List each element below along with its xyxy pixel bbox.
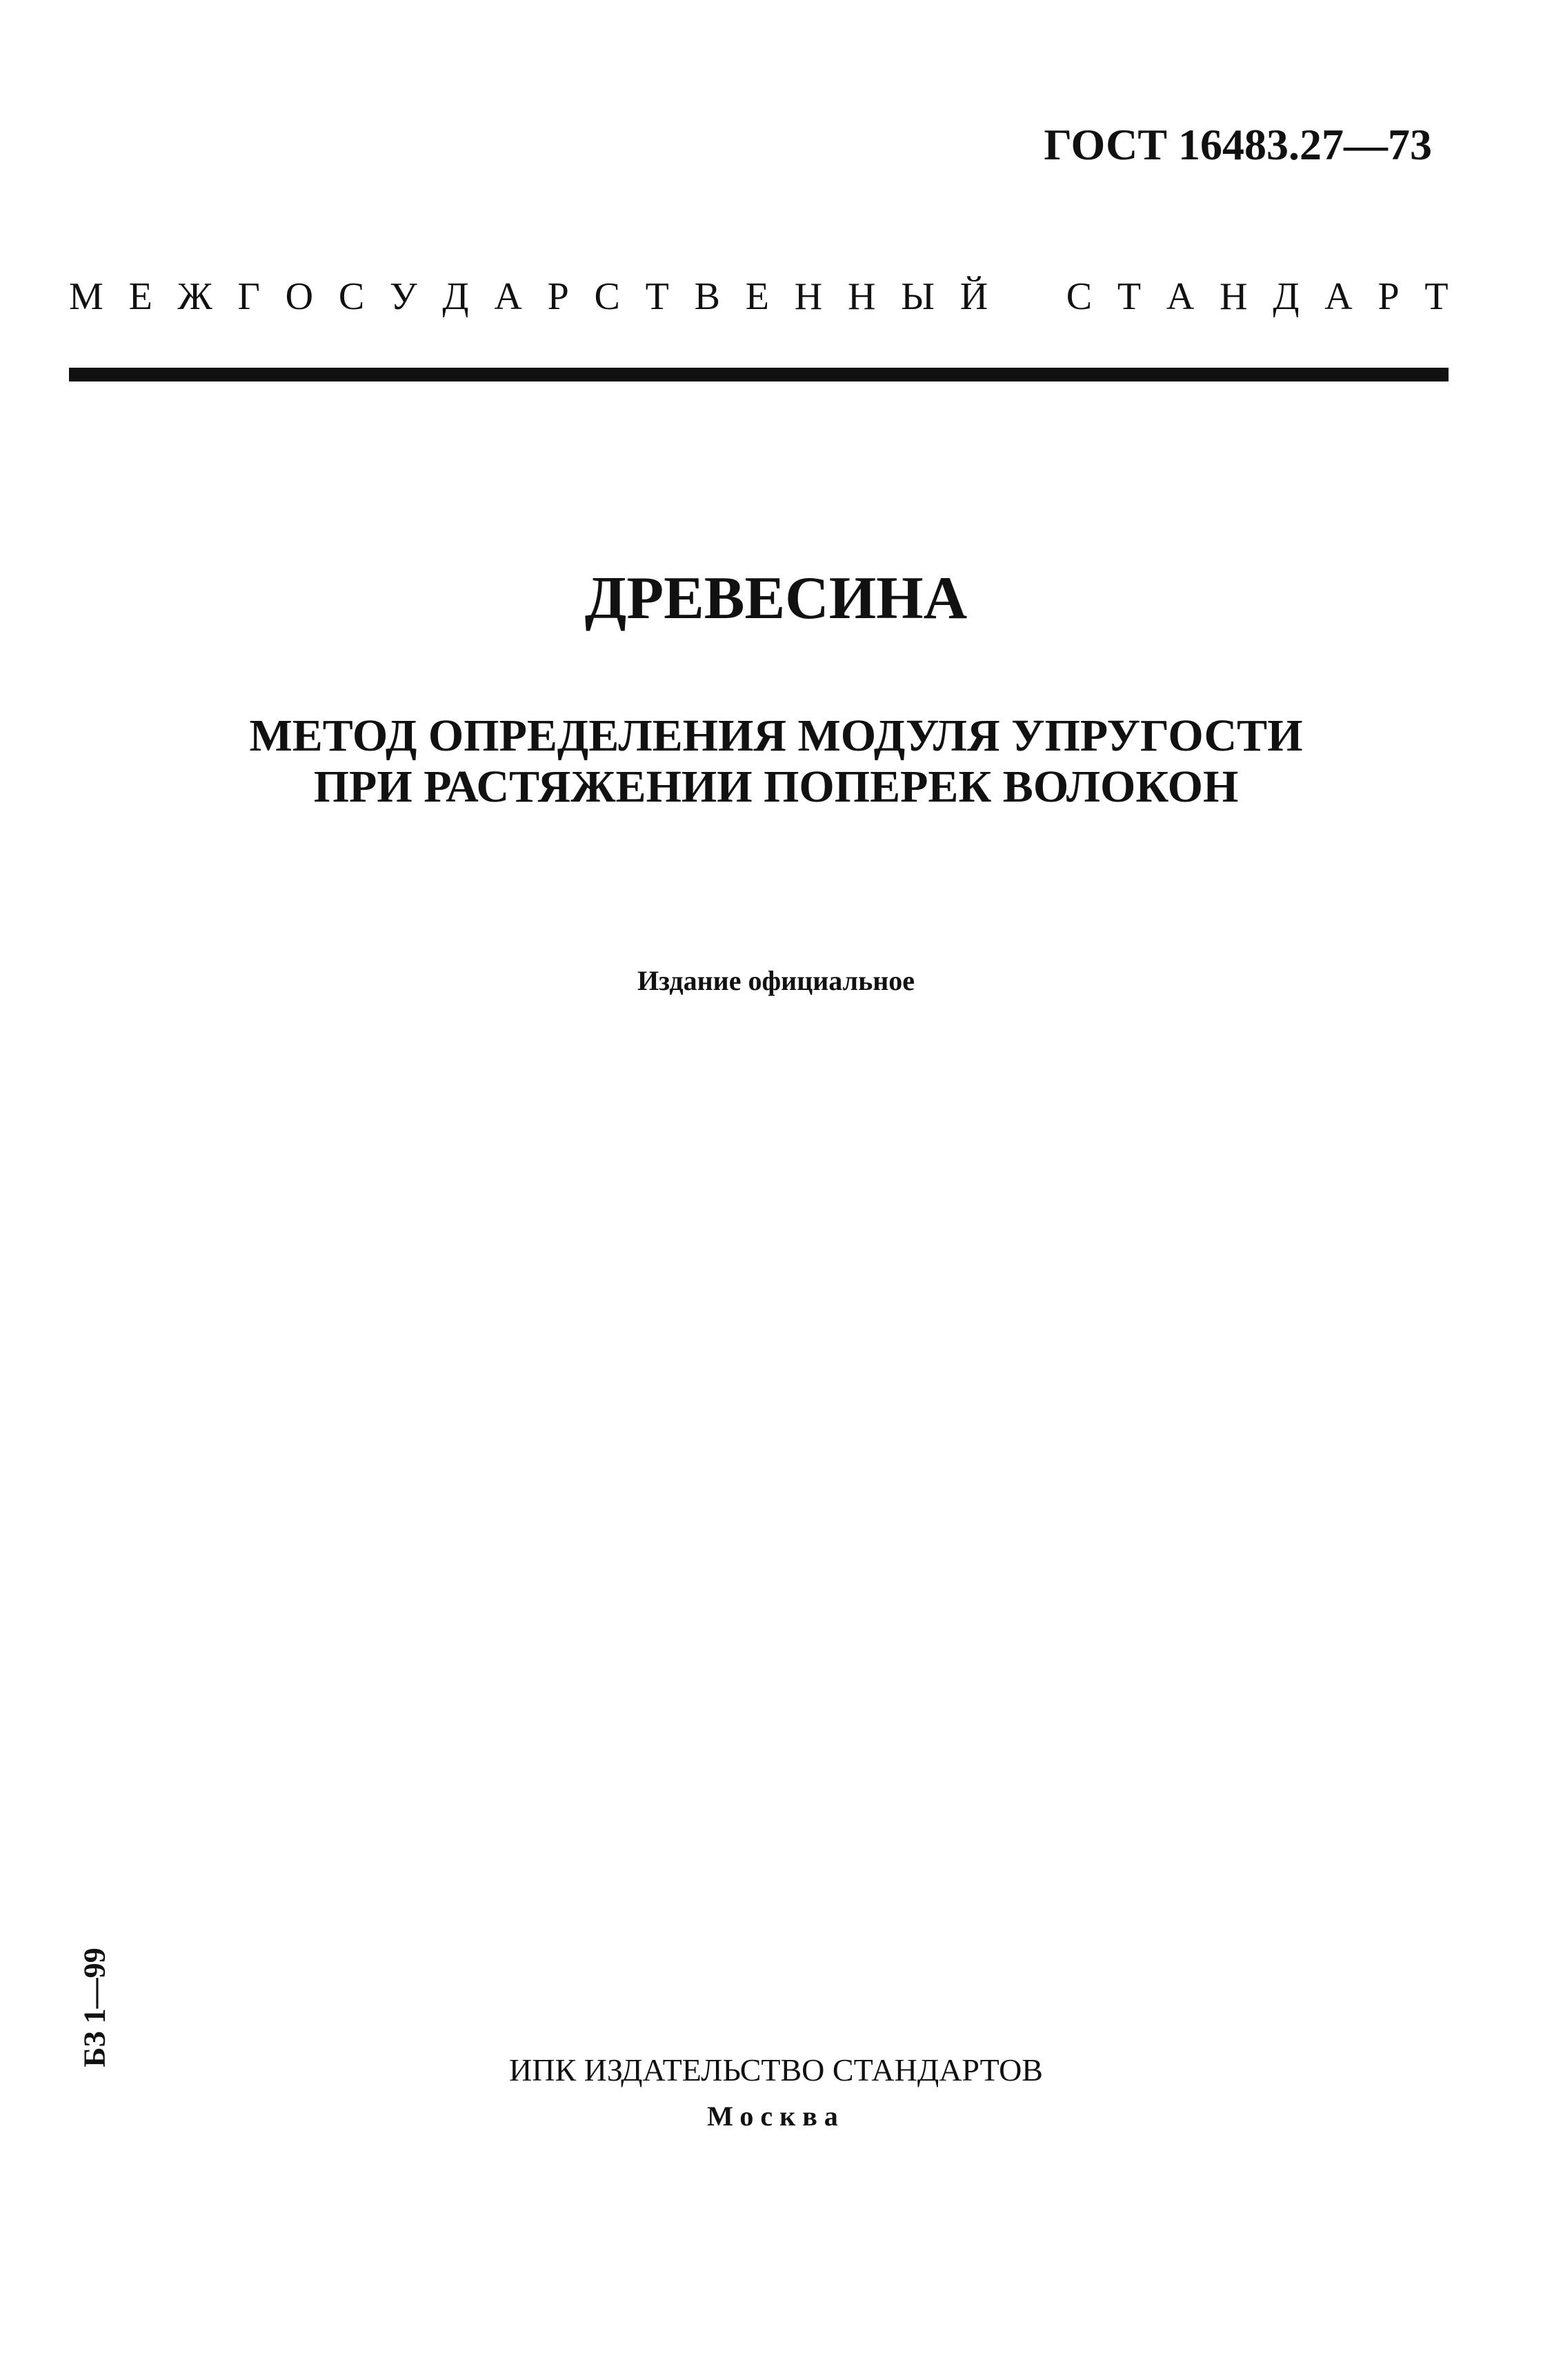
word-gap (1013, 277, 1041, 316)
standard-type-letter: Ж (177, 275, 212, 318)
standard-type-letter: Т (645, 275, 669, 318)
standard-type-letter: Е (128, 275, 152, 318)
standard-type-letter: Т (1117, 275, 1142, 318)
standard-type-letter: Р (1377, 275, 1400, 318)
standard-type-letter: Г (237, 275, 260, 318)
standard-type-letter: С (594, 275, 620, 318)
standard-type-letter: Н (847, 275, 876, 318)
publisher-name: ИПК ИЗДАТЕЛЬСТВО СТАНДАРТОВ (509, 2052, 1043, 2088)
gost-number: ГОСТ 16483.27—73 (1044, 120, 1432, 169)
standard-type-letter: Н (1220, 275, 1248, 318)
standard-type-letter: У (389, 275, 417, 318)
subtitle-line: МЕТОД ОПРЕДЕЛЕНИЯ МОДУЛЯ УПРУГОСТИ (249, 711, 1303, 761)
standard-type-letter: В (694, 275, 720, 318)
standard-type-letter: Д (1273, 275, 1300, 318)
standard-type-letter: Д (442, 275, 469, 318)
standard-type-heading (69, 277, 1449, 316)
standard-type-letter: М (69, 275, 103, 318)
document-title: ДРЕВЕСИНА (584, 565, 968, 632)
document-subtitle (0, 711, 1552, 813)
standard-type-letter: А (1166, 275, 1195, 318)
standard-type-letter: А (494, 275, 522, 318)
side-code-text: БЗ 1—99 (78, 1947, 112, 2067)
publisher-city: Москва (707, 2101, 845, 2132)
standard-type-letter: Т (1424, 275, 1449, 318)
standard-type-letter: Е (745, 275, 769, 318)
standard-type-letter: Р (547, 275, 569, 318)
standard-type-letter: Й (959, 275, 988, 318)
standard-type-letter: Н (794, 275, 823, 318)
standard-type-letter: Ы (901, 275, 935, 318)
standard-type-letter: С (1066, 275, 1093, 318)
standard-type-letter: О (285, 275, 314, 318)
subtitle-line: ПРИ РАСТЯЖЕНИИ ПОПЕРЕК ВОЛОКОН (313, 762, 1239, 812)
standard-type-letter: А (1324, 275, 1353, 318)
header-divider (69, 368, 1449, 381)
standard-type-letter: С (338, 275, 365, 318)
edition-note: Издание официальное (637, 965, 915, 996)
